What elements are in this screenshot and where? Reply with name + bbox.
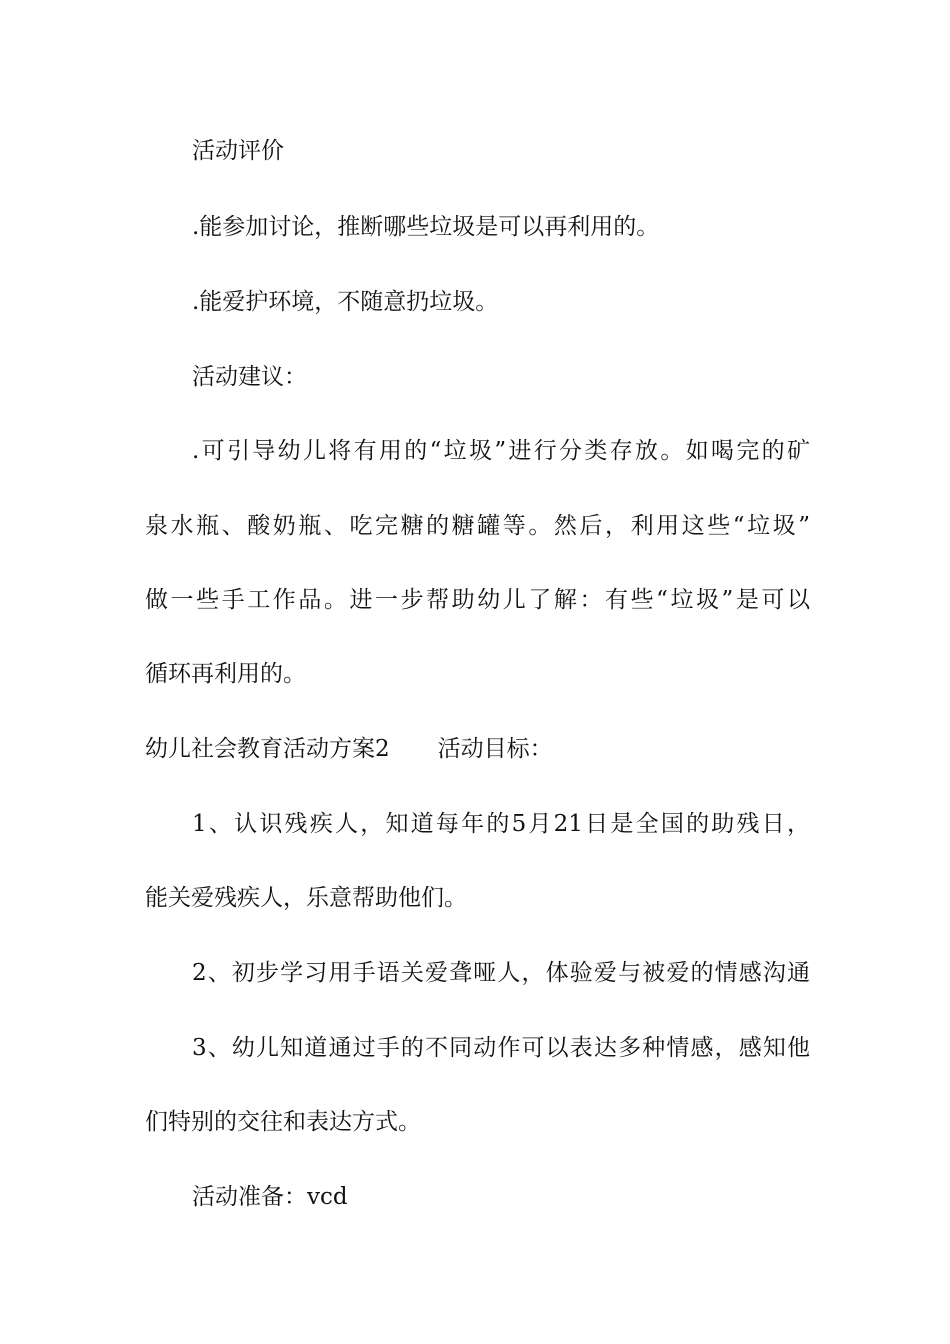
goal-item-1: 1、认识残疾人，知道每年的5月21日是全国的助残日， xyxy=(192,811,810,837)
goal-item-2: 2、初步学习用手语关爱聋哑人，体验爱与被爱的情感沟通 xyxy=(192,960,810,986)
paragraph-line: 做一些手工作品。进一步帮助幼儿了解：有些“垃圾”是可以 xyxy=(145,587,810,613)
goal-item-3: 3、幼儿知道通过手的不同动作可以表达多种情感，感知他 xyxy=(192,1035,810,1061)
heading-activity-evaluation: 活动评价 xyxy=(192,138,284,164)
paragraph-line: .能参加讨论，推断哪些垃圾是可以再利用的。 xyxy=(192,214,660,240)
paragraph-line: .能爱护环境，不随意扔垃圾。 xyxy=(192,289,499,315)
paragraph-line: 们特别的交往和表达方式。 xyxy=(145,1109,421,1135)
section-title: 幼儿社会教育活动方案2 xyxy=(145,736,390,762)
paragraph-line: 泉水瓶、酸奶瓶、吃完糖的糖罐等。然后，利用这些“垃圾” xyxy=(145,513,810,539)
section-title-line xyxy=(145,734,810,764)
heading-activity-suggestions: 活动建议： xyxy=(192,364,307,390)
paragraph-line: .可引导幼儿将有用的“垃圾”进行分类存放。如喝完的矿 xyxy=(192,438,810,464)
heading-activity-goals: 活动目标： xyxy=(437,736,553,762)
heading-activity-preparation: 活动准备：vcd xyxy=(192,1184,348,1210)
paragraph-line: 能关爱残疾人，乐意帮助他们。 xyxy=(145,885,467,911)
paragraph-line: 循环再利用的。 xyxy=(145,661,306,687)
